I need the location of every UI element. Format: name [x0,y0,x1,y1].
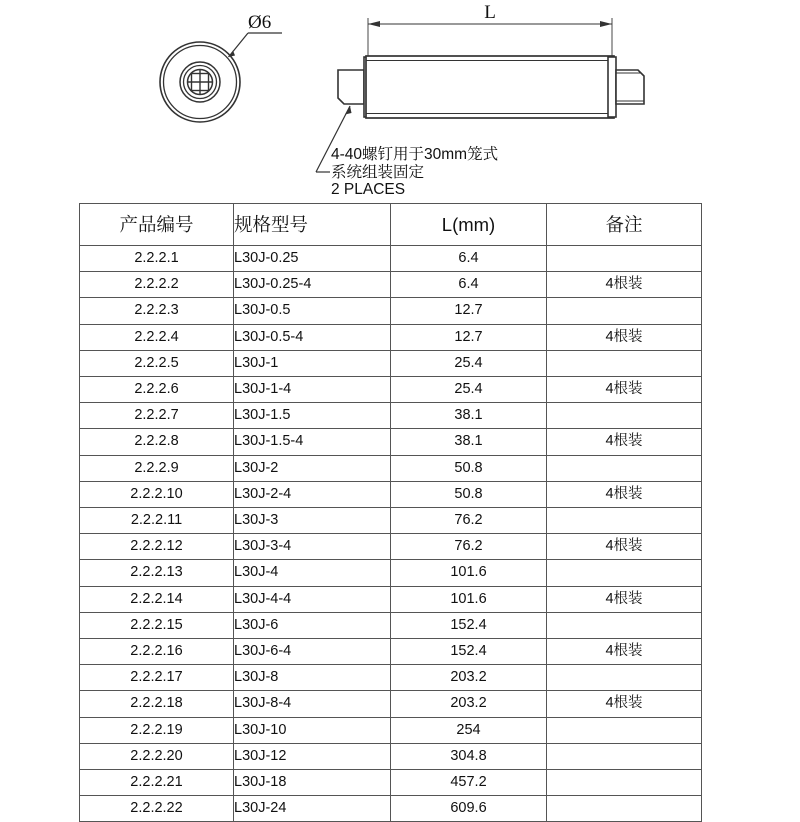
body-outline [366,56,614,118]
table-row [80,534,702,560]
cell-product-code: 2.2.2.10 [80,481,234,507]
table-row [80,455,702,481]
callout-line-3: 2 PLACES [331,181,406,196]
cell-length: 609.6 [391,796,547,822]
cell-model: L30J-8-4 [234,691,391,717]
table-row [80,246,702,272]
cell-remark: 4根装 [547,691,702,717]
cell-length: 203.2 [391,691,547,717]
length-label: L [484,2,496,23]
cell-model: L30J-0.5-4 [234,324,391,350]
cell-product-code: 2.2.2.2 [80,272,234,298]
table-row [80,743,702,769]
cell-length: 76.2 [391,508,547,534]
callout-line-1: 4-40螺钉用于30mm笼式 [331,146,499,163]
cell-length: 254 [391,717,547,743]
table-row [80,403,702,429]
table-header [80,204,702,246]
side-view-group [338,56,644,118]
cell-length: 38.1 [391,429,547,455]
table-row [80,298,702,324]
cell-product-code: 2.2.2.8 [80,429,234,455]
cell-length: 101.6 [391,560,547,586]
cell-product-code: 2.2.2.22 [80,796,234,822]
cell-remark [547,717,702,743]
table-row [80,481,702,507]
callout-leader-arrowhead [345,106,352,115]
cell-length: 12.7 [391,298,547,324]
cell-model: L30J-1-4 [234,377,391,403]
table-header-row [80,204,702,246]
length-arrowhead-right [600,21,612,27]
cell-model: L30J-18 [234,770,391,796]
cell-product-code: 2.2.2.12 [80,534,234,560]
cell-length: 25.4 [391,350,547,376]
table-row [80,508,702,534]
cell-product-code: 2.2.2.9 [80,455,234,481]
cell-model: L30J-3-4 [234,534,391,560]
cell-product-code: 2.2.2.21 [80,770,234,796]
cell-length: 38.1 [391,403,547,429]
cell-product-code: 2.2.2.1 [80,246,234,272]
cell-remark [547,665,702,691]
cell-remark [547,560,702,586]
cell-remark [547,246,702,272]
cell-model: L30J-0.25-4 [234,272,391,298]
cell-product-code: 2.2.2.5 [80,350,234,376]
table-row [80,377,702,403]
cell-remark: 4根装 [547,324,702,350]
cell-model: L30J-10 [234,717,391,743]
cell-length: 50.8 [391,455,547,481]
cell-product-code: 2.2.2.15 [80,612,234,638]
cell-product-code: 2.2.2.7 [80,403,234,429]
cell-remark: 4根装 [547,586,702,612]
cell-model: L30J-1 [234,350,391,376]
table-row [80,717,702,743]
technical-drawing [0,0,800,196]
cell-remark [547,612,702,638]
cell-product-code: 2.2.2.14 [80,586,234,612]
cell-product-code: 2.2.2.4 [80,324,234,350]
drawing-canvas [0,0,800,196]
cell-remark [547,743,702,769]
cell-model: L30J-24 [234,796,391,822]
table-row [80,612,702,638]
cell-remark [547,350,702,376]
cell-model: L30J-1.5-4 [234,429,391,455]
cell-product-code: 2.2.2.13 [80,560,234,586]
table-row [80,350,702,376]
cell-model: L30J-2 [234,455,391,481]
cell-model: L30J-2-4 [234,481,391,507]
specification-table [79,203,702,822]
table-row [80,665,702,691]
cell-model: L30J-6-4 [234,639,391,665]
cell-model: L30J-8 [234,665,391,691]
cell-product-code: 2.2.2.19 [80,717,234,743]
cell-product-code: 2.2.2.6 [80,377,234,403]
cell-remark [547,403,702,429]
cell-remark [547,455,702,481]
table-row [80,770,702,796]
cell-length: 101.6 [391,586,547,612]
cell-remark: 4根装 [547,639,702,665]
column-header-model: 规格型号 [234,204,391,246]
diameter-label: Ø6 [248,12,272,33]
cell-remark: 4根装 [547,377,702,403]
cell-model: L30J-6 [234,612,391,638]
column-header-remark: 备注 [547,204,702,246]
cell-length: 152.4 [391,612,547,638]
table-row [80,560,702,586]
cell-remark: 4根装 [547,429,702,455]
cell-model: L30J-3 [234,508,391,534]
table-row [80,691,702,717]
table-row [80,639,702,665]
right-stud [616,70,644,104]
cell-length: 203.2 [391,665,547,691]
callout-group [316,106,498,196]
table-row [80,429,702,455]
cell-remark [547,508,702,534]
cell-length: 152.4 [391,639,547,665]
cell-length: 25.4 [391,377,547,403]
end-view-group [160,42,240,122]
cell-product-code: 2.2.2.11 [80,508,234,534]
table-body [80,246,702,822]
table-row [80,586,702,612]
cell-model: L30J-12 [234,743,391,769]
cell-product-code: 2.2.2.18 [80,691,234,717]
cell-length: 76.2 [391,534,547,560]
length-arrowhead-left [368,21,380,27]
callout-line-2: 系统组装固定 [331,164,425,181]
left-stud [338,70,364,104]
cell-remark [547,298,702,324]
cell-length: 6.4 [391,246,547,272]
column-header-product-code: 产品编号 [80,204,234,246]
cell-product-code: 2.2.2.20 [80,743,234,769]
diameter-leader-arrowhead [229,51,236,58]
cell-model: L30J-0.5 [234,298,391,324]
cell-remark: 4根装 [547,481,702,507]
cell-length: 304.8 [391,743,547,769]
specification-table-container [79,203,701,822]
diameter-dimension-group [229,12,283,57]
cell-length: 457.2 [391,770,547,796]
table-row [80,324,702,350]
right-shoulder [608,57,616,117]
cell-remark: 4根装 [547,534,702,560]
cell-product-code: 2.2.2.16 [80,639,234,665]
cell-model: L30J-0.25 [234,246,391,272]
cell-length: 12.7 [391,324,547,350]
cell-model: L30J-4-4 [234,586,391,612]
cell-length: 50.8 [391,481,547,507]
column-header-length: L(mm) [391,204,547,246]
length-dimension-group [368,2,612,56]
cell-model: L30J-4 [234,560,391,586]
cell-product-code: 2.2.2.3 [80,298,234,324]
cell-length: 6.4 [391,272,547,298]
table-row [80,272,702,298]
cell-remark [547,770,702,796]
cell-model: L30J-1.5 [234,403,391,429]
cell-product-code: 2.2.2.17 [80,665,234,691]
cell-remark: 4根装 [547,272,702,298]
